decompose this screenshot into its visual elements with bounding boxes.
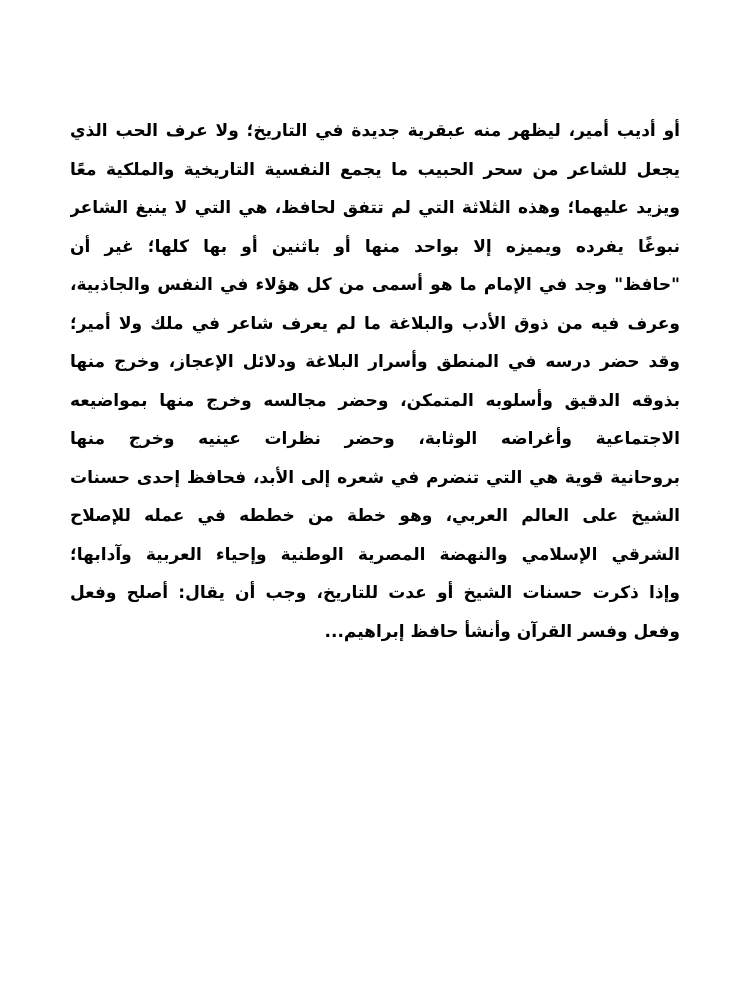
text-line: الشيخ على العالم العربي، وهو خطة من خططه في عمله للإصلاح	[70, 506, 680, 526]
body-paragraph	[70, 112, 680, 651]
text-line: نبوغًا يفرده ويميزه إلا بواحد منها أو باثنين أو بها كلها؛ غير أن	[70, 236, 680, 257]
text-line: أو أديب أمير، ليظهر منه عبقرية جديدة في التاريخ؛ ولا عرف الحب الذي	[70, 121, 680, 141]
text-line: وقد حضر درسه في المنطق وأسرار البلاغة ودلائل الإعجاز، وخرج منها	[70, 352, 680, 372]
text-line: يجعل للشاعر من سحر الحبيب ما يجمع النفسية التاريخية والملكية معًا	[70, 159, 680, 180]
text-line: وإذا ذكرت حسنات الشيخ أو عدت للتاريخ، وجب أن يقال: أصلح وفعل	[70, 583, 680, 603]
text-line: الشرقي الإسلامي والنهضة المصرية الوطنية وإحياء العربية وآدابها؛	[70, 544, 680, 565]
text-line: ويزيد عليهما؛ وهذه الثلاثة التي لم تتفق لحافظ، هي التي لا ينبغ الشاعر	[70, 198, 680, 218]
text-line: بذوقه الدقيق وأسلوبه المتمكن، وحضر مجالسه وخرج منها بمواضيعه	[70, 390, 680, 411]
text-line: الاجتماعية وأغراضه الوثابة، وحضر نظرات عينيه وخرج منها	[70, 429, 680, 449]
text-line: "حافظ" وجد في الإمام ما هو أسمى من كل هؤلاء في النفس والجاذبية،	[70, 275, 680, 295]
text-line: وعرف فيه من ذوق الأدب والبلاغة ما لم يعرف شاعر في ملك ولا أمير؛	[70, 313, 680, 334]
text-line-last: وفعل وفسر القرآن وأنشأ حافظ إبراهيم...	[324, 621, 680, 642]
text-line: بروحانية قوية هي التي تنضرم في شعره إلى الأبد، فحافظ إحدى حسنات	[70, 467, 680, 488]
document-page	[70, 112, 680, 651]
